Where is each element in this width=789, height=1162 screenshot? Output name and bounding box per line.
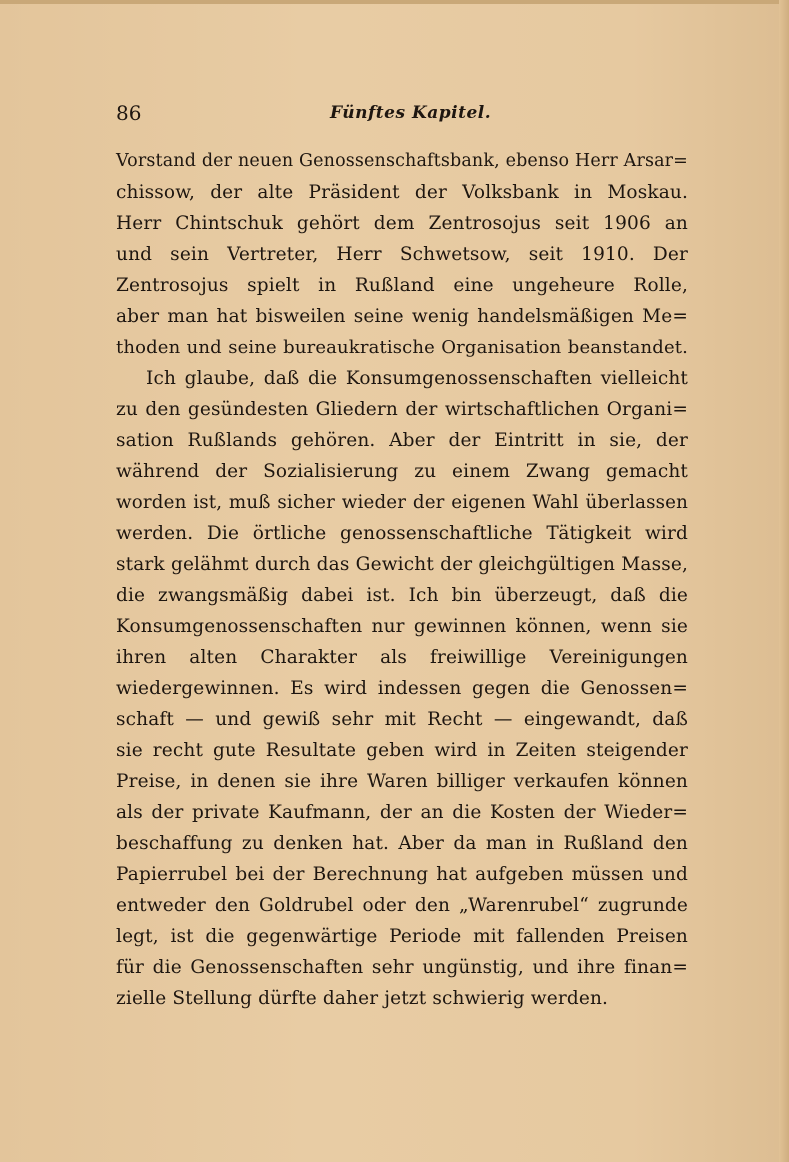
body-text <box>116 146 688 1014</box>
text-line: und sein Vertreter, Herr Schwetsow, seit 1910. Der <box>116 244 688 265</box>
text-line: für die Genossenschaften sehr ungünstig, und ihre finan= <box>116 957 688 978</box>
text-line: Konsumgenossenschaften nur gewinnen können, wenn sie <box>116 616 688 637</box>
text-line: Zentrosojus spielt in Rußland eine ungeheure Rolle, <box>116 275 688 296</box>
text-line: zielle Stellung dürfte daher jetzt schwierig werden. <box>116 988 609 1009</box>
text-line: zu den gesündesten Gliedern der wirtschaftlichen Organi= <box>116 399 688 420</box>
text-line: thoden und seine bureaukratische Organisation beanstandet. <box>116 337 688 358</box>
text-line: Ich glaube, daß die Konsumgenossenschaften vielleicht <box>146 368 688 389</box>
text-line: legt, ist die gegenwärtige Periode mit fallenden Preisen <box>116 926 688 947</box>
text-line: aber man hat bisweilen seine wenig handelsmäßigen Me= <box>116 306 688 327</box>
text-line: Preise, in denen sie ihre Waren billiger verkaufen können <box>116 771 688 792</box>
text-line: sation Rußlands gehören. Aber der Eintritt in sie, der <box>116 430 688 451</box>
text-line: ihren alten Charakter als freiwillige Vereinigungen <box>116 647 688 668</box>
text-line: wiedergewinnen. Es wird indessen gegen die Genossen= <box>116 678 688 699</box>
running-head: Fünftes Kapitel. <box>330 103 492 123</box>
paragraph <box>116 363 688 1014</box>
page-header <box>116 98 688 130</box>
page-number: 86 <box>116 101 142 125</box>
text-line: die zwangsmäßig dabei ist. Ich bin überzeugt, daß die <box>116 585 688 606</box>
text-line: während der Sozialisierung zu einem Zwang gemacht <box>116 461 688 482</box>
text-line: Herr Chintschuk gehört dem Zentrosojus seit 1906 an <box>116 213 688 234</box>
text-line: werden. Die örtliche genossenschaftliche Tätigkeit wird <box>116 523 688 544</box>
text-line: stark gelähmt durch das Gewicht der gleichgültigen Masse, <box>116 554 688 575</box>
page-top-edge <box>0 0 789 4</box>
text-line: entweder den Goldrubel oder den „Warenrubel“ zugrunde <box>116 895 688 916</box>
text-line: Vorstand der neuen Genossenschaftsbank, ebenso Herr Arsar= <box>116 151 688 171</box>
text-line: schaft — und gewiß sehr mit Recht — eingewandt, daß <box>116 709 688 730</box>
text-line: Papierrubel bei der Berechnung hat aufgeben müssen und <box>116 864 688 885</box>
text-line: worden ist, muß sicher wieder der eigenen Wahl überlassen <box>116 492 688 513</box>
page-right-edge <box>779 0 789 1162</box>
paragraph <box>116 146 688 363</box>
text-line: als der private Kaufmann, der an die Kosten der Wieder= <box>116 802 688 823</box>
text-line: sie recht gute Resultate geben wird in Zeiten steigender <box>116 740 688 761</box>
text-line: chissow, der alte Präsident der Volksbank in Moskau. <box>116 182 688 203</box>
text-line: beschaffung zu denken hat. Aber da man in Rußland den <box>116 833 688 854</box>
